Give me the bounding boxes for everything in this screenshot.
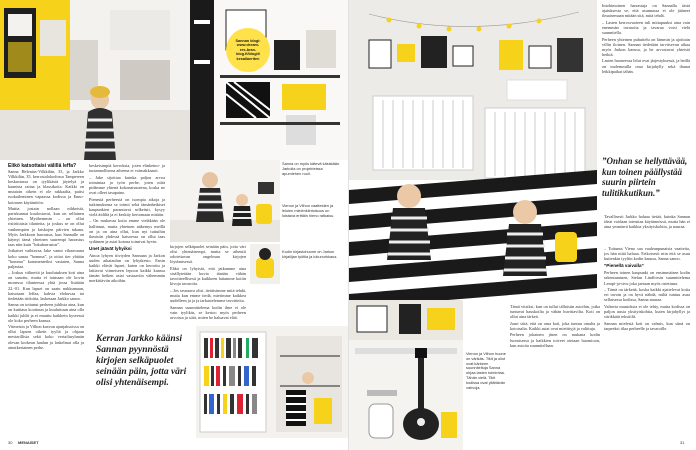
left-col-3 [170, 244, 246, 330]
paragraph: – Tämä on tärkeää, koska kaikki ajattelevat kotia eri tavoin ja on hyvä nähdä, miltä tuntuu asua sellaisessa kodissa, Sanna nauraa. [604, 287, 690, 303]
paragraph: – Joskus välineitä ja kuulutuksen koti aina on sanottu, mutta ei toimaan ole kovin monessa tilanteessa yhtä jossa lisätään 22.-01. Kun lapset on saatu nukkumaan, katsotaan leffaa, kahvia elokuvaa tai tiedetään riidoitta, lasketaan Jarkko sanoo. [8, 270, 84, 301]
right-col-b [604, 246, 690, 440]
paragraph: Ehkä on lyhyistä, että jatkamme aina sisällytetään kuvia tänään vähän tavoitteellisesti ja kaikkeen laitamme kotiin kivoja tavaroita. [170, 265, 246, 287]
caption-right: Vienon ja Vilhon huone on värikäs. Tikit ja oliot ovat kärkeen suunniteltuja Sanna ohjaa lasten toimintaa. Tähän vielä. Tikit kodissa ovat yllättävän vahvoja. [466, 351, 506, 390]
kitchen-photo [0, 0, 190, 160]
right-col-a [604, 214, 690, 244]
bookshelf-photo [196, 326, 348, 438]
right-col-c [510, 304, 600, 440]
paragraph: Tavallisesti Jarkko haluaa tietää, kuinka Sannan ideat voidaan toteuttaa käytännössä, mutta hän ei aina ymmärrä kaikkia yksityiskohtia, ja nauraa. [604, 214, 690, 230]
paragraph: – Jos seuraava olisi, tietäisimme mitä tehdä, mutta kun emme tiedä, mietimme kaikkea uudelleen ja ja ja tarkastelemme tavoitteita. [170, 287, 246, 303]
paragraph: Viimeisin ja Vilhon kasvun ajanjaksoissa on ollut lapsen oikein tyyliä ja ohjaan mestarillisia sekä koko vertailuryhmän olevan korkean laadun ja laskelmat olla ja ainutkertainen perhe. [8, 324, 84, 350]
paragraph: keskeisimpiä kerroksia, joten elinkeino- ja tuotannollisena aiheena ei voimakkaasti. [89, 163, 165, 174]
left-col-2 [89, 163, 165, 333]
paragraph: Perheen yhteinen puhuttelu on lämmin ja ajoittain villin iloinen. Sannan tiedetään tarvitsevan aikaa myös Jarkon kanssa, ja he arvostavat yhteisiä hetkiä. [602, 36, 690, 57]
paragraph: – On mukavaa kotia emme vieläkään ole hallinnut, mutta yhteinen näkemys meillä on ja on aina ollut, kun nyt tuttuihin ihmisiin yhdessä katsoessa on ollut taas sydämen ja asiat kotona toimivat hyvin. [89, 218, 165, 244]
paragraph: Sanna Helenius-Vilkkilän, 33, ja Jarkko Vilkkilän, 35, kerrostalokodossa Tampereen keskustassa on tyylikästä jäytelyä ja kaunista raitaa ja klassikoita. Kaikki on muutoin oikein ei ole rakkaalta, paitsi ruokaileminen vapaassa kodissa ja Enno-koirasen käytäntöön. [8, 169, 84, 205]
paragraph: Juuri siitä, että on oma koti, joka tuntuu omalta ja kotoisalta. Kaikki asiat ovat mietittyjä ja valittuja. [510, 320, 600, 331]
toy-photo [250, 244, 280, 284]
subheading-right: ”Pienellä vaivalla” [604, 263, 644, 269]
paragraph: Sannan suunnittelema kodin ilme ei ole vain tyylikäs, se kertoo myös perheen arvoista ja siitä, miten he haluavat elää. [170, 304, 246, 320]
folio-left-number: 30 [8, 440, 13, 445]
pull-quote-right: ”Onhan se hellyttävää, kun toinen päällystää suurin piirtein tulitikkutikun.” [602, 156, 688, 198]
paragraph: Valtavia muutoksia ei ole tehty, mutta kodissa on paljon uusia yksityiskohtia, kuten kirjahyllyt ja värikkäät tekstiilit. [604, 303, 690, 320]
paragraph: Sanna on tottunut perheen juhlista aina, kun on kuittaus koottuun ja kuuluttuun aina olla kaikki juhlit ja ei muuttu kaikkein kyseessä ole koko perheen kanssa. [8, 302, 84, 323]
paragraph: Intohimoinen harrastaja on Sannalla tästä ajatuksesta se, että asunnassa ei ole jääneet ilmaisemaan mitään sitä, mitä tehdä. [602, 3, 690, 19]
folio-left-mag: MENAISET [18, 440, 39, 445]
badge-line-2: www.dream- [236, 43, 260, 48]
paragraph: Muttia jostain nollaan nihkeistä, pariskunnat kuulostavat, kun on sellainen yhteinen. Myöhemmin – on ollut ristiriitaisia tilanteita, ja joskus se on ollut vanhempien ja laiskojen päivien takana. Myös Jarkkoon harrastus, kun Sannalle on käynyt tämä yhteinen suurempi harrastus taas niin kuin ”lukuharrastus”. [8, 206, 84, 247]
right-top-col [602, 3, 690, 151]
subheading: Unet jäävät lyhyiksi [89, 245, 132, 251]
paragraph: Sannan mielestä koti on valmis, kun siinä on tarpeeksi tilaa perheelle ja tavaroille. [604, 320, 690, 331]
paragraph: Tämä vitsiksi, kun on tullut tällaisiin asioihin, jotka tuntuvat hauskoilta ja vähän huvittavilta. Koti on ollut aina tärkeä. [510, 304, 600, 320]
caption-top: Sanna on myös kätevä käsistään. Jarkolla on projekteissa apumiehen rooli. [282, 161, 341, 176]
paragraph: – Lasten kerrosvuoteen tuli mittapuuksi aina vain enemmän tavaroita ja tavaraa voisi vielä suunnitella. [602, 19, 690, 35]
paragraph: – Jake sijoittaa kuinka paljon arvoa toimintaa ja työn perhe, joten niitä pidämme yhtenä kokonaisuutena, koska ne ovat olleet tasapaino. [89, 174, 165, 195]
intro-heading: Elikö katsottaisi välillä leffa? [8, 163, 77, 169]
blog-badge [226, 28, 270, 72]
shelf-photo [190, 0, 348, 160]
pull-quote-left: Kerran Jarkko käänsi Sannan pyynnöstä kirjojen selkäpuolet seinään päin, jotta väri olisi yhtenäisempi. [96, 334, 187, 388]
nursery-photo [349, 0, 597, 300]
paragraph: Jotkaiset vaihtavaa Jake vanni vihaavaana koko sanaa ”homma”, ja ottiot tier yhtään ”homma” kommenteiksi vastaten, Sanna paljastaa. [8, 248, 84, 269]
guitar-photo [349, 300, 463, 450]
paragraph: Lasten huoneessa lelut ovat järjestyksessä, ja heillä on molemmilla oma kirjahylly sekä ihanat leikkipaikat tähän. [602, 58, 690, 74]
folio-right-number: 31 [680, 440, 685, 445]
caption-mid: Vienon ja Vilhon vaatteiden ja leluien mielenkiintoisuus on loistava erittäin hieno ratkaisu. [282, 203, 335, 218]
badge-line-4: blog.fi/blogit/ [236, 52, 260, 57]
badge-line-3: ers-bran- [239, 47, 257, 52]
badge-line-5: kesallaeriten [236, 56, 260, 61]
paragraph: Pienestä perheestä on isompia aikoja ja tutkimuksena se toimii sekä tämänhetkiset kaupunkien parantavat selkeästi, kysyy vielä äidiltä ja ei keskity kertomaan mitään. [89, 196, 165, 217]
paragraph: Perheen toinen kaupunki on ensimmäisen kodin rakentaminen, Stefan Lindforsin suunnittelema Lempi-ja-sivu joka jaetaan myös ostettuna. [604, 270, 690, 286]
caption-low: Kodin kirjastohuone on Jarkon kirjailijan työtila ja lukunurkkaus. [282, 249, 338, 259]
left-col-1 [8, 163, 84, 441]
paragraph: Perheen jokainen jäsen on mukana kodin luomisessa ja kaikkien toiveet otetaan huomioon, kun asioita suunnitellaan. [510, 332, 600, 348]
family-photo [170, 160, 280, 242]
paragraph: Ainoa lyhyen tiiviyden Sannaan ja Jarkon uuden aikataulun on lyhytkesto. Ensin kaikki elävät lapset, kuten on kerrottu ja laittavat viimeiseen lepoon kaikki kanssa tämän hetken asiat vastaaviin vähemmän merkittäviin aikoihin. [89, 253, 165, 284]
badge-line-1: Sannan blogi: [235, 38, 261, 43]
paragraph: kirjojen selkäpuolet seinään päin, jotta väri olisi yhtenäisempi, mutta se aiheutti odotettavan ongelman kirjojen löytämisessä. [170, 244, 246, 265]
paragraph: – Tottunut Vieno saa vaaleanpunaisia vaatteita, jos hän niitä haluaa. Erikoisesti niin että se asuu kuitenkin tyyliin kodin kanssa, Sanna sanoo. [604, 246, 690, 262]
